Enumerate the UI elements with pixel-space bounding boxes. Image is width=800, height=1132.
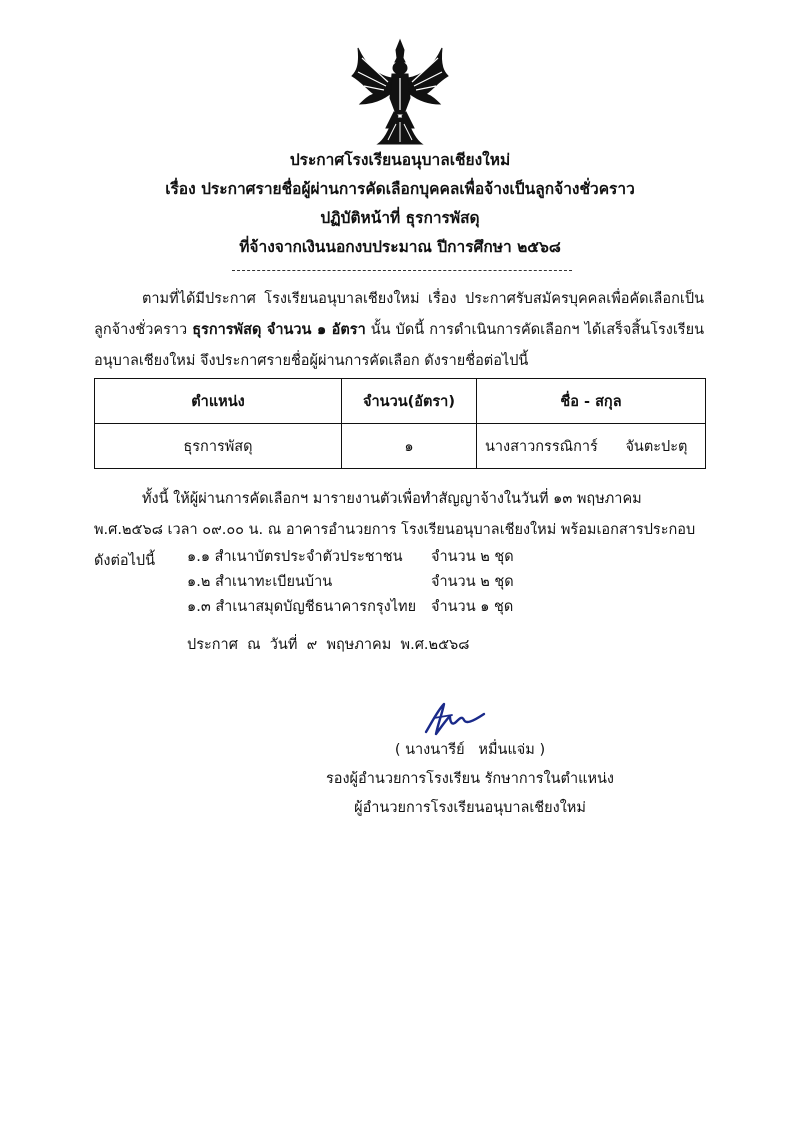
- list-item: [187, 570, 607, 595]
- list-item: [187, 595, 607, 620]
- handwritten-signature-icon: [420, 700, 490, 740]
- document-quantity: จำนวน ๒ ชุด: [431, 549, 514, 565]
- document-name: ๑.๒ สำเนาทะเบียนบ้าน: [187, 574, 333, 590]
- table-header-row: [95, 379, 706, 424]
- announcement-title: ประกาศโรงเรียนอนุบาลเชียงใหม่: [289, 151, 511, 169]
- intro-position-bold: ธุรการพัสดุ จำนวน ๑ อัตรา: [192, 322, 366, 338]
- selection-result-table: [94, 378, 706, 469]
- announcement-duty: ปฏิบัติหน้าที่ ธุรการพัสดุ: [320, 209, 480, 227]
- intro-text-1: ตามที่ได้มีประกาศ โรงเรียนอนุบาลเชียงใหม่ เรื่อง ประกาศรับสมัครบุคคลเพื่อคัดเลือกเป็นลูกจ้างชั่วคราว: [94, 291, 704, 338]
- document-quantity: จำนวน ๒ ชุด: [431, 574, 514, 590]
- announcement-date: ประกาศ ณ วันที่ ๙ พฤษภาคม พ.ศ.๒๕๖๘: [187, 637, 470, 653]
- announcement-funding: ที่จ้างจากเงินนอกงบประมาณ ปีการศึกษา ๒๕๖๘: [239, 238, 561, 256]
- dashed-divider: [232, 270, 572, 271]
- cell-count: ๑: [342, 424, 477, 469]
- table-row: [95, 424, 706, 469]
- signer-name: ( นางนารีย์ หมื่นแจ่ม ): [394, 742, 546, 758]
- garuda-emblem-icon: [348, 36, 452, 148]
- document-name: ๑.๑ สำเนาบัตรประจำตัวประชาชน: [187, 549, 403, 565]
- intro-text-2: นั้น บัดนี้ การดำเนินการคัดเลือกฯ ได้เสร็จสิ้นโรงเรียนอนุบาลเชียงใหม่ จึงประกาศรายชื่อผู้ผ่านการคัดเลือก ดังรายชื่อต่อไปนี้: [94, 322, 705, 369]
- header-position: ตำแหน่ง: [95, 379, 342, 424]
- intro-paragraph: [94, 284, 704, 377]
- signer-organization: ผู้อำนวยการโรงเรียนอนุบาลเชียงใหม่: [354, 800, 586, 816]
- announcement-subject: เรื่อง ประกาศรายชื่อผู้ผ่านการคัดเลือกบุคคลเพื่อจ้างเป็นลูกจ้างชั่วคราว: [165, 180, 635, 198]
- header-count: จำนวน(อัตรา): [342, 379, 477, 424]
- cell-name: นางสาวกรรณิการ์ จันตะปะตุ: [477, 424, 706, 469]
- instructions-paragraph: ทั้งนี้ ให้ผู้ผ่านการคัดเลือกฯ มารายงานตัวเพื่อทำสัญญาจ้างในวันที่ ๑๓ พฤษภาคม พ.ศ.๒๕๖๘ เวลา ๐๙.๐๐ น. ณ อาคารอำนวยการ โรงเรียนอนุบาลเชียงใหม่ พร้อมเอกสารประกอบ ดังต่อไปนี้: [94, 491, 696, 569]
- cell-position: ธุรการพัสดุ: [95, 424, 342, 469]
- document-name: ๑.๓ สำเนาสมุดบัญชีธนาคารกรุงไทย: [187, 599, 417, 615]
- header-name: ชื่อ - สกุล: [477, 379, 706, 424]
- list-item: [187, 545, 607, 570]
- signer-title: รองผู้อำนวยการโรงเรียน รักษาการในตำแหน่ง: [325, 771, 615, 787]
- required-documents-list: [187, 545, 607, 620]
- document-quantity: จำนวน ๑ ชุด: [431, 599, 514, 615]
